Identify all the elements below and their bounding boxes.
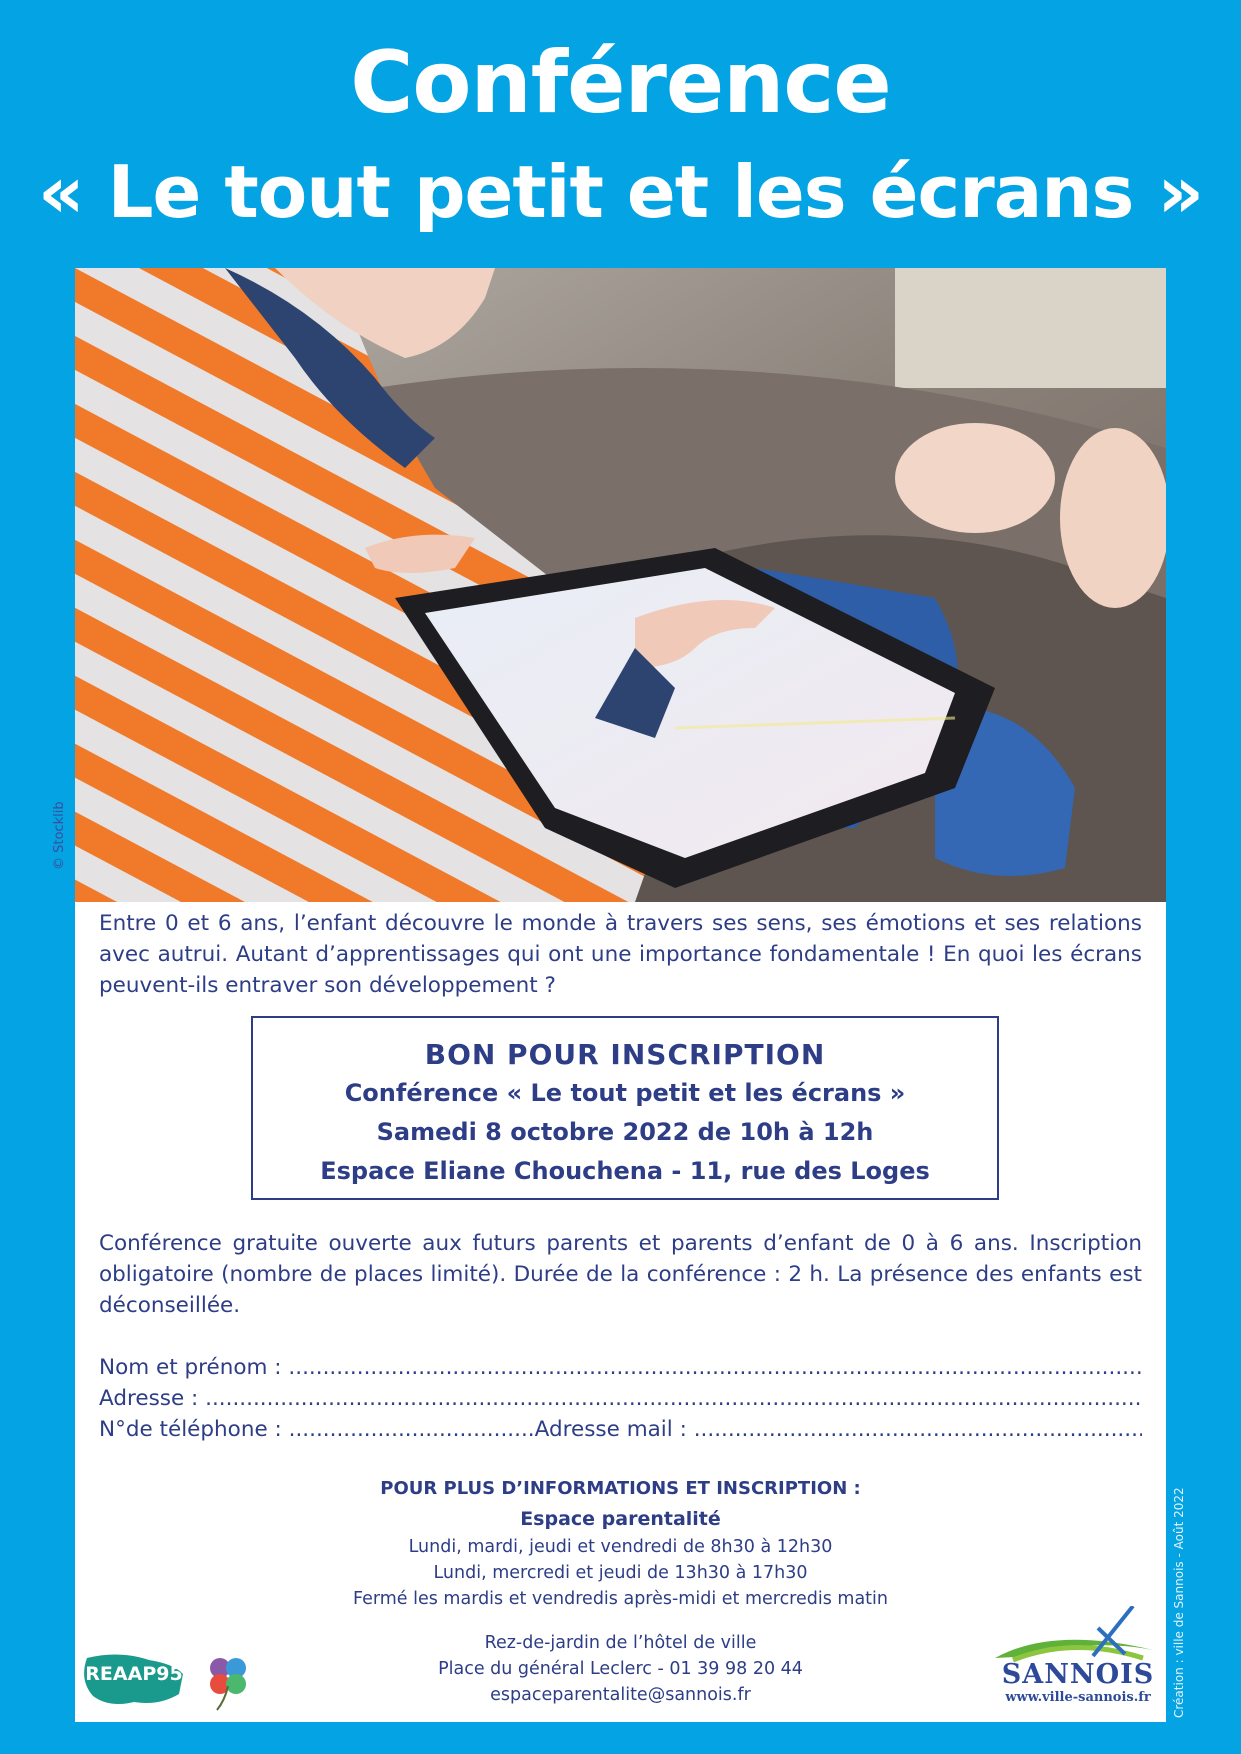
reaap-logo xyxy=(79,1650,189,1710)
registration-title: Conférence « Le tout petit et les écrans » xyxy=(344,1079,906,1107)
title-line-2: « Le tout petit et les écrans » xyxy=(38,150,1203,234)
contact-row xyxy=(99,1414,1142,1445)
name-row xyxy=(99,1352,1142,1383)
name-field[interactable] xyxy=(288,1352,1142,1383)
registration-date: Samedi 8 octobre 2022 de 10h à 12h xyxy=(376,1118,874,1146)
info-email[interactable]: espaceparentalite@sannois.fr xyxy=(490,1685,751,1705)
registration-venue: Espace Eliane Chouchena - 11, rue des Loges xyxy=(320,1157,930,1185)
info-hours-3: Fermé les mardis et vendredis après-midi et mercredis matin xyxy=(352,1589,889,1609)
baby-with-tablet-photo xyxy=(75,268,1166,902)
intro-paragraph: Entre 0 et 6 ans, l’enfant découvre le monde à travers ses sens, ses émotions et ses relations avec autrui. Autant d’apprentissages qui ont une importance fondamentale ! En quoi les écrans peuvent-ils entraver son développement ? xyxy=(99,911,1142,998)
sannois-logo xyxy=(993,1606,1163,1714)
info-heading: POUR PLUS D’INFORMATIONS ET INSCRIPTION : xyxy=(380,1478,861,1499)
info-hours-1: Lundi, mardi, jeudi et vendredi de 8h30 à 12h30 xyxy=(408,1537,833,1557)
address-label: Adresse : xyxy=(99,1386,199,1411)
sannois-url[interactable]: www.ville-sannois.fr xyxy=(1005,1690,1151,1705)
reaap-text: REAAP95 xyxy=(85,1663,183,1685)
details-paragraph: Conférence gratuite ouverte aux futurs parents et parents d’enfant de 0 à 6 ans. Inscription obligatoire (nombre de places limité). Durée de la conférence : 2 h. La présence des enfants est déconseillée. xyxy=(99,1231,1142,1318)
phone-label: N°de téléphone : xyxy=(99,1417,282,1442)
info-address-2: Place du général Leclerc - 01 39 98 20 44 xyxy=(438,1659,803,1679)
content-panel xyxy=(75,268,1166,1722)
address-row xyxy=(99,1383,1142,1414)
info-hours-2: Lundi, mercredi et jeudi de 13h30 à 17h30 xyxy=(433,1563,808,1583)
info-address-1: Rez-de-jardin de l’hôtel de ville xyxy=(484,1633,757,1653)
registration-heading: BON POUR INSCRIPTION xyxy=(424,1038,826,1071)
photo-credit: © Stocklib xyxy=(52,801,67,870)
registration-form xyxy=(99,1352,1142,1445)
phone-field[interactable]: .................................... xyxy=(288,1417,535,1442)
email-field[interactable] xyxy=(694,1414,1142,1445)
info-place: Espace parentalité xyxy=(520,1508,721,1530)
sannois-name: SANNOIS xyxy=(1001,1659,1155,1690)
registration-box xyxy=(251,1016,999,1200)
clover-logo xyxy=(205,1652,251,1712)
creation-credit: Création : ville de Sannois - Août 2022 xyxy=(1172,1487,1186,1718)
name-label: Nom et prénom : xyxy=(99,1355,282,1380)
email-label: Adresse mail : xyxy=(534,1417,687,1442)
title-line-1: Conférence xyxy=(350,33,891,133)
address-field[interactable] xyxy=(205,1383,1142,1414)
